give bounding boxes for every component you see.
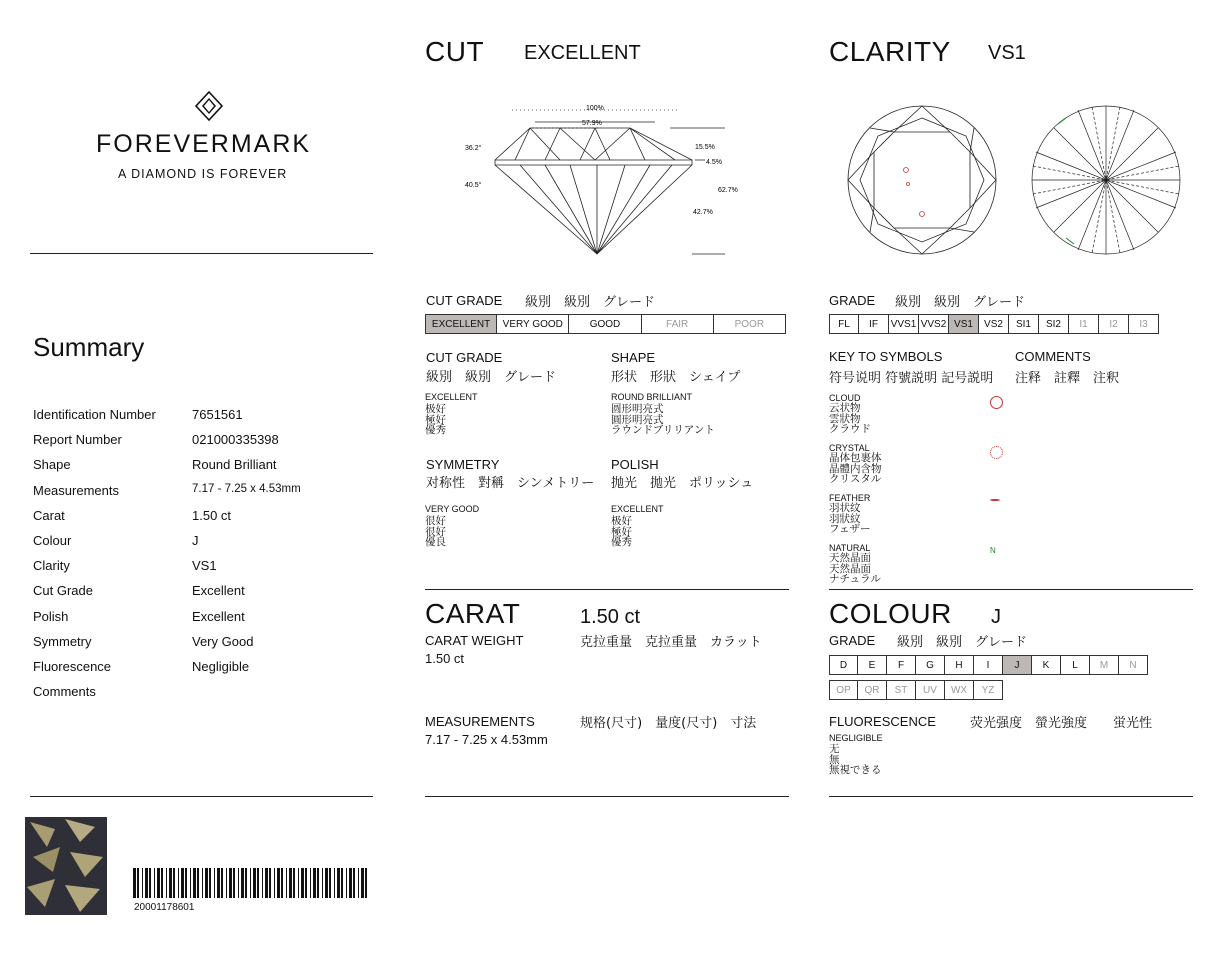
measurements-value: 7.17 - 7.25 x 4.53mm — [425, 732, 548, 747]
symbol-name: CLOUD — [829, 393, 861, 403]
barcode-bar — [305, 868, 307, 898]
barcode-bar — [233, 868, 235, 898]
clarity-scale-label: GRADE — [829, 293, 876, 308]
measurements-label: MEASUREMENTS — [425, 714, 535, 729]
barcode-bar — [253, 868, 256, 898]
barcode-bar — [358, 868, 359, 898]
clarity-grade-value: VS1 — [988, 42, 1026, 64]
barcode-bar — [245, 868, 247, 898]
barcode-bar — [269, 868, 271, 898]
summary-value: Very Good — [192, 633, 254, 649]
diamond-logo-icon — [194, 91, 224, 121]
barcode-bar — [317, 868, 319, 898]
grade-cell: EXCELLENT — [425, 314, 497, 334]
carat-weight-label: CARAT WEIGHT — [425, 633, 524, 648]
shape-head: SHAPE — [611, 350, 656, 365]
diagram-label: 36.2° — [465, 145, 482, 152]
grade-cell: FAIR — [642, 314, 714, 334]
barcode-bar — [209, 868, 211, 898]
grade-cell: VVS2 — [919, 314, 949, 334]
comments-jp: 注释 註釋 注釈 — [1015, 371, 1120, 386]
fluorescence-label: FLUORESCENCE — [829, 714, 936, 729]
fluorescence-jp: 荧光强度 螢光強度 蛍光性 — [970, 716, 1153, 731]
barcode-bar — [265, 868, 268, 898]
barcode-bar — [149, 868, 151, 898]
barcode-bar — [301, 868, 304, 898]
symmetry-en: VERY GOOD — [425, 504, 480, 514]
summary-label: Symmetry — [33, 633, 92, 649]
clarity-plot-crown — [846, 104, 998, 256]
grade-cell: VS1 — [949, 314, 979, 334]
barcode-bar — [157, 868, 160, 898]
grade-cell: D — [829, 655, 858, 675]
divider — [30, 796, 373, 797]
grade-cell: ST — [887, 680, 916, 700]
hologram-image — [25, 817, 107, 915]
grade-cell: I2 — [1099, 314, 1129, 334]
cut-scale-jp: 級別 級別 グレード — [525, 295, 656, 310]
grade-cell: H — [945, 655, 974, 675]
translation-line: 優良 — [425, 536, 446, 548]
summary-label: Clarity — [33, 558, 70, 574]
barcode-bar — [205, 868, 208, 898]
barcode-bar — [197, 868, 199, 898]
clarity-plot-pavilion — [1030, 104, 1182, 256]
polish-en: EXCELLENT — [611, 504, 664, 514]
grade-cell: E — [858, 655, 887, 675]
translation-line: 圆形明亮式 — [611, 403, 664, 415]
summary-value: Round Brilliant — [192, 457, 277, 473]
barcode-bar — [289, 868, 292, 898]
grade-cell: POOR — [714, 314, 786, 334]
barcode-bar — [250, 868, 251, 898]
grade-cell: L — [1061, 655, 1090, 675]
translation-line: 圓形明亮式 — [611, 413, 664, 426]
barcode-bar — [226, 868, 227, 898]
barcode-bar — [241, 868, 244, 898]
barcode-bar — [341, 868, 343, 898]
symmetry-tr — [425, 516, 446, 548]
polish-jp: 抛光 拋光 ポリッシュ — [611, 476, 754, 491]
symbol-translation: 晶体包裹体 晶體内含物 クリスタル — [829, 452, 882, 485]
colour-title: COLOUR — [829, 598, 952, 629]
barcode-bar — [286, 868, 287, 898]
summary-value: 021000335398 — [192, 432, 279, 448]
translation-line: 极好 — [611, 515, 632, 527]
measurements-jp: 规格(尺寸) 量度(尺寸) 寸法 — [580, 716, 757, 731]
barcode-bar — [161, 868, 163, 898]
polish-tr — [611, 516, 632, 548]
barcode-bar — [178, 868, 179, 898]
translation-line: 無 — [829, 753, 840, 766]
barcode-bar — [293, 868, 295, 898]
barcode-bar — [137, 868, 139, 898]
translation-line: 极好 — [425, 403, 446, 415]
grade-cell: YZ — [974, 680, 1003, 700]
translation-line: 無視できる — [829, 764, 882, 776]
barcode-bar — [262, 868, 263, 898]
barcode-bar — [329, 868, 331, 898]
diagram-label: 4.5% — [706, 159, 722, 166]
symmetry-jp: 对称性 對稱 シンメトリー — [426, 476, 595, 491]
symbol-marker-icon — [990, 396, 1003, 409]
comments-head: COMMENTS — [1015, 349, 1091, 364]
polish-head: POLISH — [611, 457, 659, 472]
brand-tagline: A DIAMOND IS FOREVER — [118, 167, 288, 181]
grade-cell: VS2 — [979, 314, 1009, 334]
diagram-label: 57.9% — [582, 120, 602, 127]
barcode-bar — [277, 868, 280, 898]
summary-title: Summary — [33, 332, 145, 362]
summary-label: Colour — [33, 533, 72, 548]
grade-cell: VVS1 — [889, 314, 919, 334]
symbol-name: NATURAL — [829, 543, 871, 553]
grade-cell: VERY GOOD — [497, 314, 569, 334]
summary-label: Fluorescence — [33, 659, 112, 674]
grade-cell: GOOD — [569, 314, 641, 334]
summary-value: Negligible — [192, 659, 250, 674]
summary-label: Comments — [33, 684, 96, 700]
diagram-label: 42.7% — [693, 209, 713, 216]
barcode-bar — [313, 868, 316, 898]
translation-line: 優秀 — [425, 424, 446, 436]
carat-weight-value: 1.50 ct — [425, 651, 465, 666]
barcode-bar — [346, 868, 347, 898]
translation-line: 優秀 — [611, 536, 632, 548]
summary-label: Identification Number — [33, 407, 156, 422]
translation-line: 很好 — [425, 515, 446, 527]
symbol-name: CRYSTAL — [829, 443, 870, 453]
colour-grade-value: J — [991, 606, 1001, 628]
grade-cell: FL — [829, 314, 859, 334]
barcode-bar — [365, 868, 367, 898]
symbol-translation: 云状物 雲狀物 クラウド — [829, 402, 871, 435]
diagram-label: 40.5° — [465, 182, 482, 189]
carat-title: CARAT — [425, 598, 521, 629]
barcode-bar — [353, 868, 355, 898]
clarity-title: CLARITY — [829, 36, 951, 67]
key-to-symbols-head: KEY TO SYMBOLS — [829, 349, 943, 364]
translation-line: 極好 — [425, 413, 446, 426]
colour-scale-label: GRADE — [829, 633, 876, 648]
divider — [425, 796, 789, 797]
diagram-label: 100% — [586, 105, 604, 112]
grade-cell: I3 — [1129, 314, 1159, 334]
barcode-bar — [185, 868, 187, 898]
brand-name: FOREVERMARK — [96, 130, 312, 158]
diagram-label: 15.5% — [695, 144, 715, 151]
colour-scale-jp: 級別 級別 グレード — [897, 635, 1028, 650]
cut-grade-scale — [425, 314, 786, 334]
grade-cell: N — [1119, 655, 1148, 675]
barcode-bar — [349, 868, 352, 898]
barcode-bar — [145, 868, 148, 898]
barcode-bar — [142, 868, 143, 898]
barcode-bar — [217, 868, 220, 898]
summary-label: Polish — [33, 608, 69, 624]
diamond-profile-diagram — [460, 98, 750, 260]
grade-cell: I1 — [1069, 314, 1099, 334]
divider — [829, 589, 1193, 590]
shape-en: ROUND BRILLIANT — [611, 392, 693, 402]
summary-value: VS1 — [192, 558, 217, 574]
barcode-bar — [337, 868, 340, 898]
summary-value: J — [192, 533, 199, 548]
symmetry-head: SYMMETRY — [426, 457, 500, 472]
cut-grade-value: EXCELLENT — [524, 42, 641, 64]
barcode-bar — [173, 868, 175, 898]
barcode-bar — [310, 868, 311, 898]
barcode-bar — [257, 868, 259, 898]
grade-cell: QR — [858, 680, 887, 700]
barcode-bar — [221, 868, 223, 898]
symbol-name: FEATHER — [829, 493, 871, 503]
barcode-bar — [154, 868, 155, 898]
summary-label: Report Number — [33, 432, 122, 448]
barcode-bar — [181, 868, 184, 898]
barcode-bar — [202, 868, 203, 898]
clarity-grade-scale — [829, 314, 1159, 334]
carat-weight-jp: 克拉重量 克拉重量 カラット — [580, 635, 762, 650]
barcode-bar — [325, 868, 328, 898]
divider — [30, 253, 373, 254]
carat-value: 1.50 ct — [580, 606, 641, 628]
translation-line: ラウンドブリリアント — [611, 424, 715, 436]
shape-tr — [611, 404, 715, 436]
barcode — [133, 868, 373, 903]
barcode-bar — [193, 868, 196, 898]
shape-jp: 形状 形狀 シェイプ — [611, 370, 741, 385]
key-to-symbols-jp: 符号说明 符號説明 記号説明 — [829, 371, 994, 386]
summary-label: Measurements — [33, 482, 119, 498]
barcode-bar — [169, 868, 172, 898]
barcode-bar — [238, 868, 239, 898]
grade-cell: I — [974, 655, 1003, 675]
fluorescence-tr — [829, 744, 882, 776]
translation-line: 无 — [829, 743, 840, 755]
barcode-bar — [190, 868, 191, 898]
symbol-marker-icon: N — [990, 546, 996, 555]
translation-line: 很好 — [425, 525, 446, 538]
cut-scale-label: CUT GRADE — [426, 293, 503, 308]
barcode-bar — [274, 868, 275, 898]
cut-title: CUT — [425, 36, 485, 67]
summary-label: Carat — [33, 507, 65, 523]
barcode-bar — [322, 868, 323, 898]
colour-grade-scale — [829, 655, 1148, 675]
summary-label: Shape — [33, 457, 71, 473]
cut-grade-tr — [425, 404, 446, 436]
cut-grade-head: CUT GRADE — [426, 350, 503, 365]
barcode-bar — [298, 868, 299, 898]
symbol-translation: 羽状纹 羽狀紋 フェザー — [829, 502, 871, 535]
fluorescence-value: NEGLIGIBLE — [829, 733, 883, 743]
barcode-bar — [361, 868, 364, 898]
divider — [829, 796, 1193, 797]
grade-cell: G — [916, 655, 945, 675]
cut-grade-jp: 級別 級別 グレード — [426, 370, 557, 385]
summary-label: Cut Grade — [33, 583, 93, 599]
barcode-number: 20001178601 — [134, 902, 195, 913]
barcode-bar — [229, 868, 232, 898]
translation-line: 極好 — [611, 525, 632, 538]
barcode-bar — [133, 868, 136, 898]
barcode-bar — [334, 868, 335, 898]
grade-cell: F — [887, 655, 916, 675]
grade-cell: IF — [859, 314, 889, 334]
colour-grade-scale-extended — [829, 680, 1003, 700]
clarity-scale-jp: 級別 級別 グレード — [895, 295, 1026, 310]
barcode-bar — [214, 868, 215, 898]
summary-value: 7.17 - 7.25 x 4.53mm — [192, 482, 301, 495]
divider — [425, 589, 789, 590]
grade-cell: M — [1090, 655, 1119, 675]
summary-value: Excellent — [192, 583, 245, 599]
grade-cell: K — [1032, 655, 1061, 675]
barcode-bar — [281, 868, 283, 898]
grade-cell: SI2 — [1039, 314, 1069, 334]
symbol-translation: 天然晶面 天然晶面 ナチュラル — [829, 552, 881, 585]
summary-value: 1.50 ct — [192, 507, 232, 523]
diagram-label: 62.7% — [718, 187, 738, 194]
grade-cell: UV — [916, 680, 945, 700]
cut-grade-en: EXCELLENT — [425, 392, 478, 402]
grade-cell: J — [1003, 655, 1032, 675]
summary-value: 7651561 — [192, 407, 243, 422]
grade-cell: WX — [945, 680, 974, 700]
grade-cell: OP — [829, 680, 858, 700]
barcode-bar — [166, 868, 167, 898]
summary-value: Excellent — [192, 608, 245, 624]
grade-cell: SI1 — [1009, 314, 1039, 334]
symbol-marker-icon — [990, 499, 1000, 501]
symbol-marker-icon — [990, 446, 1003, 459]
